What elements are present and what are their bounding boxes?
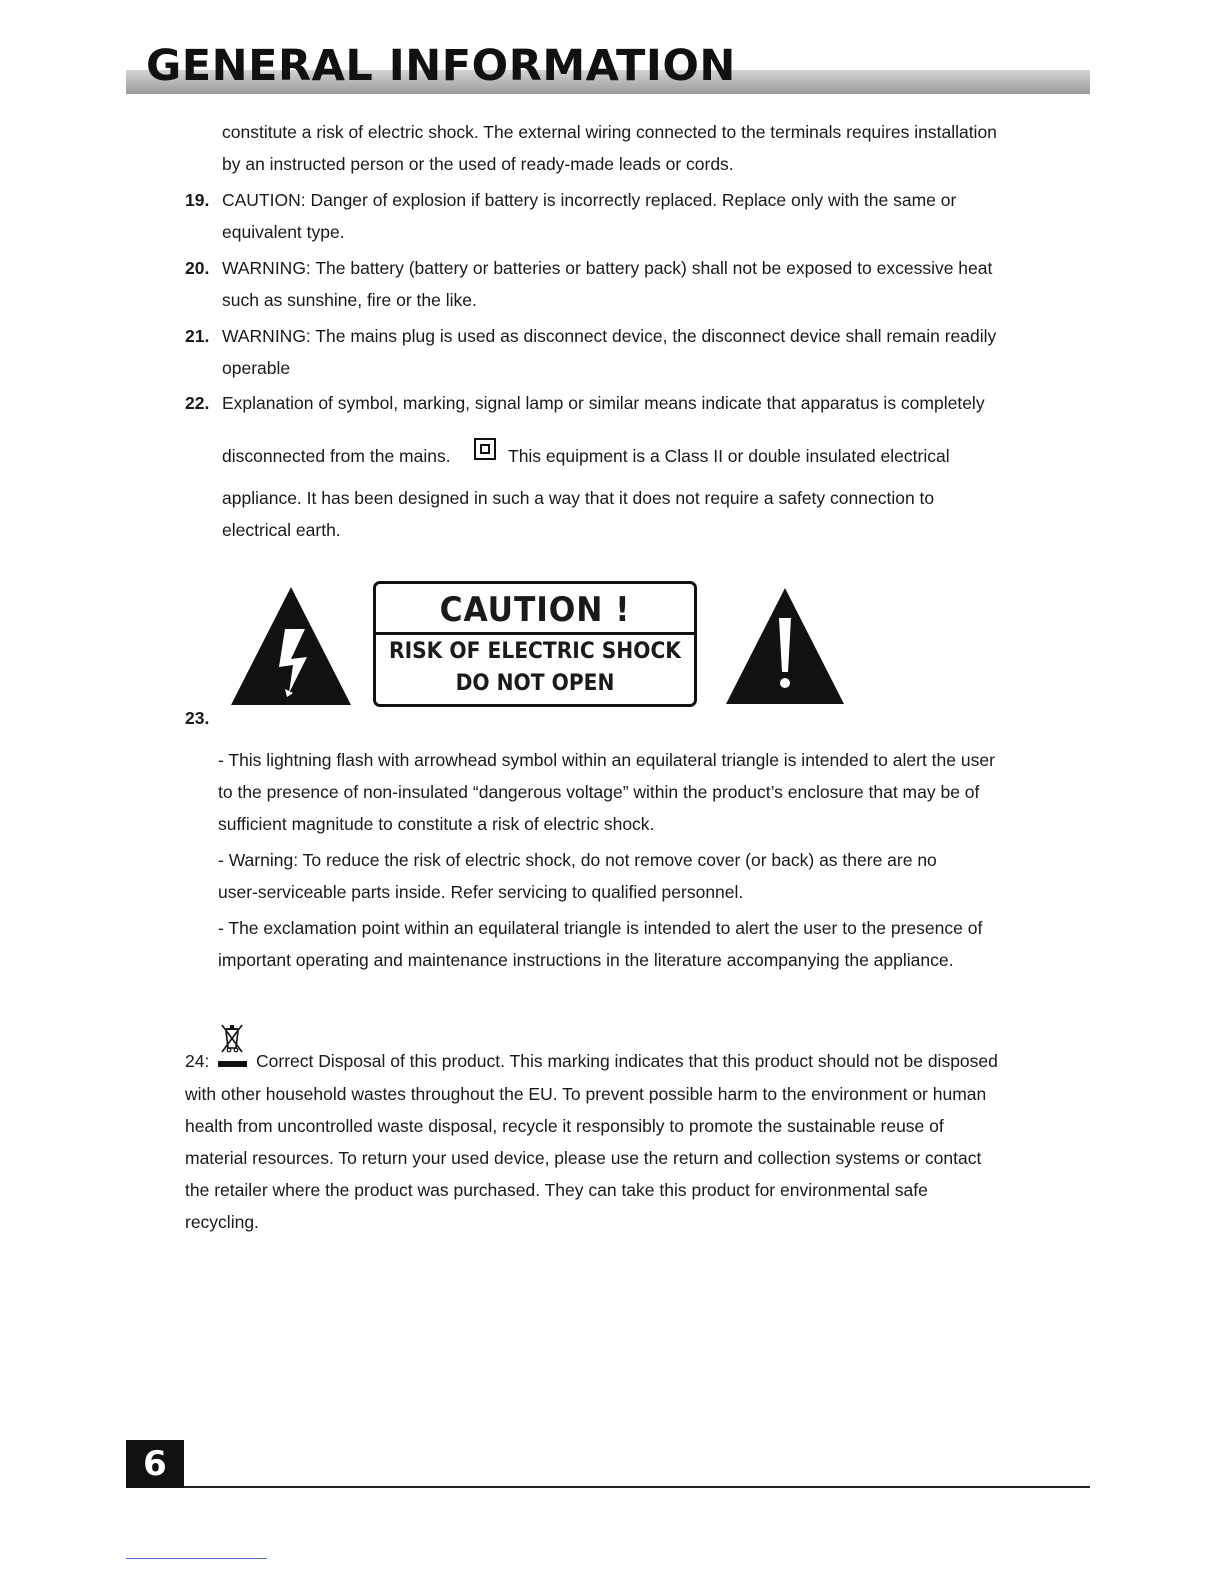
exclamation-warning-icon — [724, 586, 846, 706]
caution-line-1: RISK OF ELECTRIC SHOCK — [388, 639, 681, 664]
page-number: 6 — [143, 1444, 167, 1484]
item-19-line-2: equivalent type. — [222, 222, 345, 242]
lightning-warning-icon — [229, 585, 353, 707]
item-21-line-1: WARNING: The mains plug is used as disconnect device, the disconnect device shall remain readily — [222, 326, 997, 346]
item-number-21: 21. — [185, 326, 210, 346]
item-22-line-4: electrical earth. — [222, 520, 341, 540]
item-20-line-2: such as sunshine, fire or the like. — [222, 290, 477, 310]
item-23-line-7: important operating and maintenance instructions in the literature accompanying the appliance. — [218, 950, 954, 970]
caution-line-2: DO NOT OPEN — [455, 671, 615, 696]
page-number-box — [126, 1440, 184, 1488]
item-number-22: 22. — [185, 393, 210, 413]
item-23-line-6: - The exclamation point within an equilateral triangle is intended to alert the user to the presence of — [218, 918, 983, 938]
bottom-link-underline — [126, 1558, 267, 1559]
item-20-line-1: WARNING: The battery (battery or batteries or battery pack) shall not be exposed to excessive heat — [222, 258, 993, 278]
item-23-line-4: - Warning: To reduce the risk of electric shock, do not remove cover (or back) as there are no — [218, 850, 937, 870]
continuation-line-1: constitute a risk of electric shock. The external wiring connected to the terminals requires installation — [222, 122, 997, 142]
item-24-line-5: the retailer where the product was purchased. They can take this product for environmental safe — [185, 1180, 928, 1200]
item-number-24: 24: — [185, 1051, 210, 1071]
item-19-line-1: CAUTION: Danger of explosion if battery is incorrectly replaced. Replace only with the same or — [222, 190, 957, 210]
caution-title: CAUTION ! — [439, 590, 631, 630]
caution-label — [373, 581, 697, 707]
class-ii-double-insulation-icon — [474, 438, 496, 460]
footer-rule — [184, 1486, 1090, 1488]
item-22-line-3: appliance. It has been designed in such a way that it does not require a safety connection to — [222, 488, 935, 508]
item-number-23: 23. — [185, 708, 210, 728]
item-24-line-4: material resources. To return your used device, please use the return and collection systems or contact — [185, 1148, 982, 1168]
item-23-line-5: user-serviceable parts inside. Refer servicing to qualified personnel. — [218, 882, 744, 902]
continuation-line-2: by an instructed person or the used of ready-made leads or cords. — [222, 154, 734, 174]
item-22-line-1: Explanation of symbol, marking, signal lamp or similar means indicate that apparatus is completely — [222, 393, 985, 413]
item-22-line-2a: disconnected from the mains. — [222, 446, 451, 466]
item-24-line-2: with other household wastes throughout the EU. To prevent possible harm to the environment or human — [185, 1084, 987, 1104]
item-24-line-3: health from uncontrolled waste disposal, recycle it responsibly to promote the sustainable reuse of — [185, 1116, 944, 1136]
item-24-line-6: recycling. — [185, 1212, 259, 1232]
caution-divider — [376, 632, 694, 635]
item-23-line-2: to the presence of non-insulated “dangerous voltage” within the product’s enclosure that may be of — [218, 782, 980, 802]
item-number-19: 19. — [185, 190, 210, 210]
item-21-line-2: operable — [222, 358, 291, 378]
page-title: GENERAL INFORMATION — [146, 41, 736, 91]
item-23-line-1: - This lightning flash with arrowhead symbol within an equilateral triangle is intended to alert the user — [218, 750, 995, 770]
weee-crossed-bin-icon — [217, 1020, 249, 1068]
item-22-line-2b: This equipment is a Class II or double insulated electrical — [508, 446, 950, 466]
item-23-line-3: sufficient magnitude to constitute a risk of electric shock. — [218, 814, 655, 834]
item-number-20: 20. — [185, 258, 210, 278]
item-24-line-1: Correct Disposal of this product. This marking indicates that this product should not be disposed — [256, 1051, 998, 1071]
